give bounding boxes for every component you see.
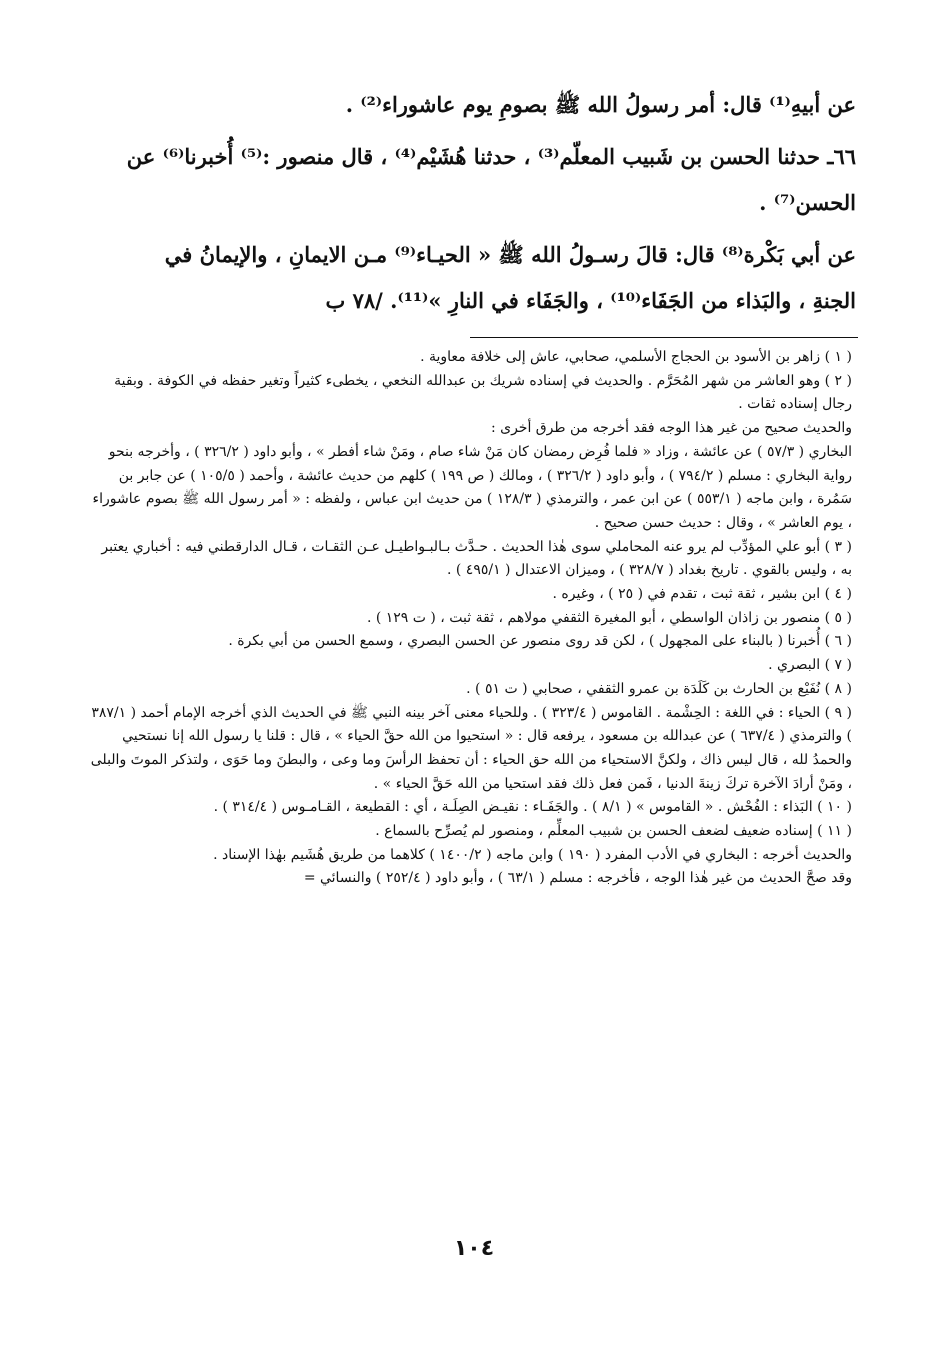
footnote: ( ٦ ) أُخبرنا ( بالبناء على المجهول ) ، لكن قد روى منصور عن الحسن البصري ، وسمع الحسن من أبي بكرة . xyxy=(228,633,852,650)
footnote: ( ٧ ) البصري . xyxy=(768,657,852,674)
footnote: والحديث صحيح من غير هذا الوجه فقد أخرجه من طرق أخرى : xyxy=(490,420,852,437)
footnote: ( ٩ ) الحياء : في اللغة : الحِشْمة . القاموس ( ٣٢٣/٤ ) . وللحياء معنى آخر بينه النبي ﷺ في الحديث الذي أخرجه الإمام أحمد ( ٣٨٧/١ ) والترمذي ( ٦٣٧/٤ ) عن عبدالله بن مسعود ، يرفعه قال : « استحيوا من الله حقَّ الحياء » ، قال : قلنا يا رسول الله إنا نستحيي والحمدُ لله ، قال ليس ذاك ، ولكنَّ الاستحياء من الله حق الحياء : أن تحفظ الرأسَ وما وعى ، والبطنَ وما حَوَى ، ولتذكر الموتَ والبلى ، ومَنْ أرادَ الآخرة تركَ زينةَ الدنيا ، فَمن فعل ذلك فقد استحيا من الله حَقَّ الحياء » . xyxy=(90,704,852,792)
footnote: ( ١ ) زاهر بن الأسود بن الحجاج الأسلمي، صحابي، عاش إلى خلافة معاوية . xyxy=(420,349,852,365)
page-number: ١٠٤ xyxy=(453,1236,495,1261)
main-line: عن أبيهِ⁽¹⁾ قال: أمر رسولُ الله ﷺ بصومِ يوم عاشوراء⁽²⁾ . xyxy=(345,92,856,117)
main-line: الحسن⁽⁷⁾ . xyxy=(759,190,856,215)
main-line: الجنةِ ، والبَذاء من الجَفَاء⁽¹⁰⁾ ، والجَفَاء في النارِ »⁽¹¹⁾. /٧٨ ب xyxy=(325,288,856,313)
footnote: والحديث أخرجه : البخاري في الأدب المفرد ( ١٩٠ ) وابن ماجه ( ١٤٠٠/٢ ) كلاهما من طريق هُشَيم بهٰذا الإسناد . xyxy=(213,846,852,863)
footnote: ( ١١ ) إسناده ضعيف لضعف الحسن بن شبيب المعلِّم ، ومنصور لم يُصرِّح بالسماع . xyxy=(375,823,852,840)
main-line: عن أبي بَكْرة⁽⁸⁾ قال: قالَ رسـولُ الله ﷺ « الحيـاء⁽⁹⁾ مـن الايمانِ ، والإيمانُ في xyxy=(164,242,856,267)
footnote: ( ٢ ) وهو العاشر من شهر المُحَرَّم . والحديث في إسناده شريك بن عبدالله النخعي ، يخطىء كثيراً وتغير حفظه في الكوفة . وبقية رجال إسناده ثقات . xyxy=(114,372,852,413)
main-text xyxy=(100,82,856,324)
main-line: ٦٦ـ حدثنا الحسن بن شَبيب المعلّم⁽³⁾ ، حدثنا هُشَيْم⁽⁴⁾ ، قال منصور :⁽⁵⁾ أُخبرنا⁽⁶⁾ عن xyxy=(126,144,856,169)
footnote: ( ٤ ) ابن بشير ، ثقة ثبت ، تقدم في ( ٢٥ ) ، وغيره . xyxy=(552,586,852,603)
footnote: وقد صحَّ الحديث من غير هٰذا الوجه ، فأخرجه : مسلم ( ٦٣/١ ) ، وأبو داود ( ٢٥٢/٤ ) والنسائي = xyxy=(303,870,852,887)
footnotes xyxy=(88,346,852,891)
footnote: ( ٣ ) أبو علي المؤدِّب لم يرو عنه المحاملي سوى هٰذا الحديث . حـدَّث بـالبـواطيـل عـن الثقـات ، قـال الدارقطني فيه : أخباري يعتبر به ، وليس بالقوي . تاريخ بغداد ( ٣٢٨/٧ ) ، وميزان الاعتدال ( ٤٩٥/١ ) . xyxy=(101,538,852,579)
footnote: البخاري ( ٥٧/٣ ) عن عائشة ، وزاد « فلما فُرِض رمضان كان مَنْ شاء صام ، ومَنْ شاء أفطر » ، وأبو داود ( ٣٢٦/٢ ) ، وأخرجه بنحو رواية البخاري : مسلم ( ٧٩٤/٢ ) ، وأبو داود ( ٣٢٦/٢ ) ، ومالك ( ص ١٩٩ ) كلهم من حديث عائشة ، وأحمد ( ١٠٥/٥ ) عن جابر بن سَمُرة ، وابن ماجه ( ٥٥٣/١ ) عن ابن عمر ، والترمذي ( ١٢٨/٣ ) من حديث ابن عباس ، ولفظه : « أمر رسول الله ﷺ بصوم عاشوراء ، يوم العاشر » ، وقال : حديث حسن صحيح . xyxy=(92,443,852,531)
footnote: ( ٨ ) نُفَيْع بن الحارث بن كَلَدَة بن عمرو الثقفي ، صحابي ( ت ٥١ ) . xyxy=(466,680,852,697)
footnote: ( ٥ ) منصور بن زاذان الواسطي ، أبو المغيرة الثقفي مولاهم ، ثقة ثبت ، ( ت ١٢٩ ) . xyxy=(366,609,852,626)
footnote-divider xyxy=(470,337,858,338)
footnote: ( ١٠ ) البَذاء : الفُحْش . « القاموس » ( ٨/١ ) . والجَفَـاء : نقيـض الصِلَـة ، أي : القطيعة ، القـامـوس ( ٣١٤/٤ ) . xyxy=(213,799,852,816)
